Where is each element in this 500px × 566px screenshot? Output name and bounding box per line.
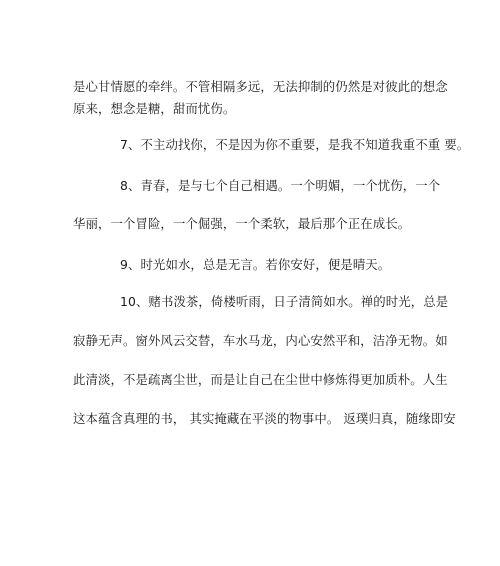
text-line-2: 原来，想念是糖，甜而忧伤。 xyxy=(73,101,236,116)
text-line-4: 8、青春，是与七个自己相遇。一个明媚，一个忧伤，一个 xyxy=(120,178,441,193)
text-line-10: 这本蕴含真理的书， 其实掩藏在平淡的物事中。 返璞归真，随缘即安 xyxy=(73,411,456,426)
text-line-5: 华丽，一个冒险，一个倔强，一个柔软，最后那个正在成长。 xyxy=(73,216,411,231)
text-line-7: 10、赌书泼茶，倚楼听雨，日子清简如水。禅的时光，总是 xyxy=(120,294,449,309)
text-line-3: 7、不主动找你，不是因为你不重要，是我不知道我重不重 要。 xyxy=(120,137,470,152)
text-line-9: 此清淡，不是疏离尘世，而是让自己在尘世中修炼得更加质朴。人生 xyxy=(73,372,448,387)
text-line-6: 9、时光如水，总是无言。若你安好，便是晴天。 xyxy=(120,257,391,272)
text-line-1: 是心甘情愿的牵绊。不管相隔多远，无法抑制的仍然是对彼此的想念 xyxy=(73,79,448,94)
text-line-8: 寂静无声。窗外风云交替，车水马龙，内心安然平和，洁净无物。如 xyxy=(73,333,448,348)
